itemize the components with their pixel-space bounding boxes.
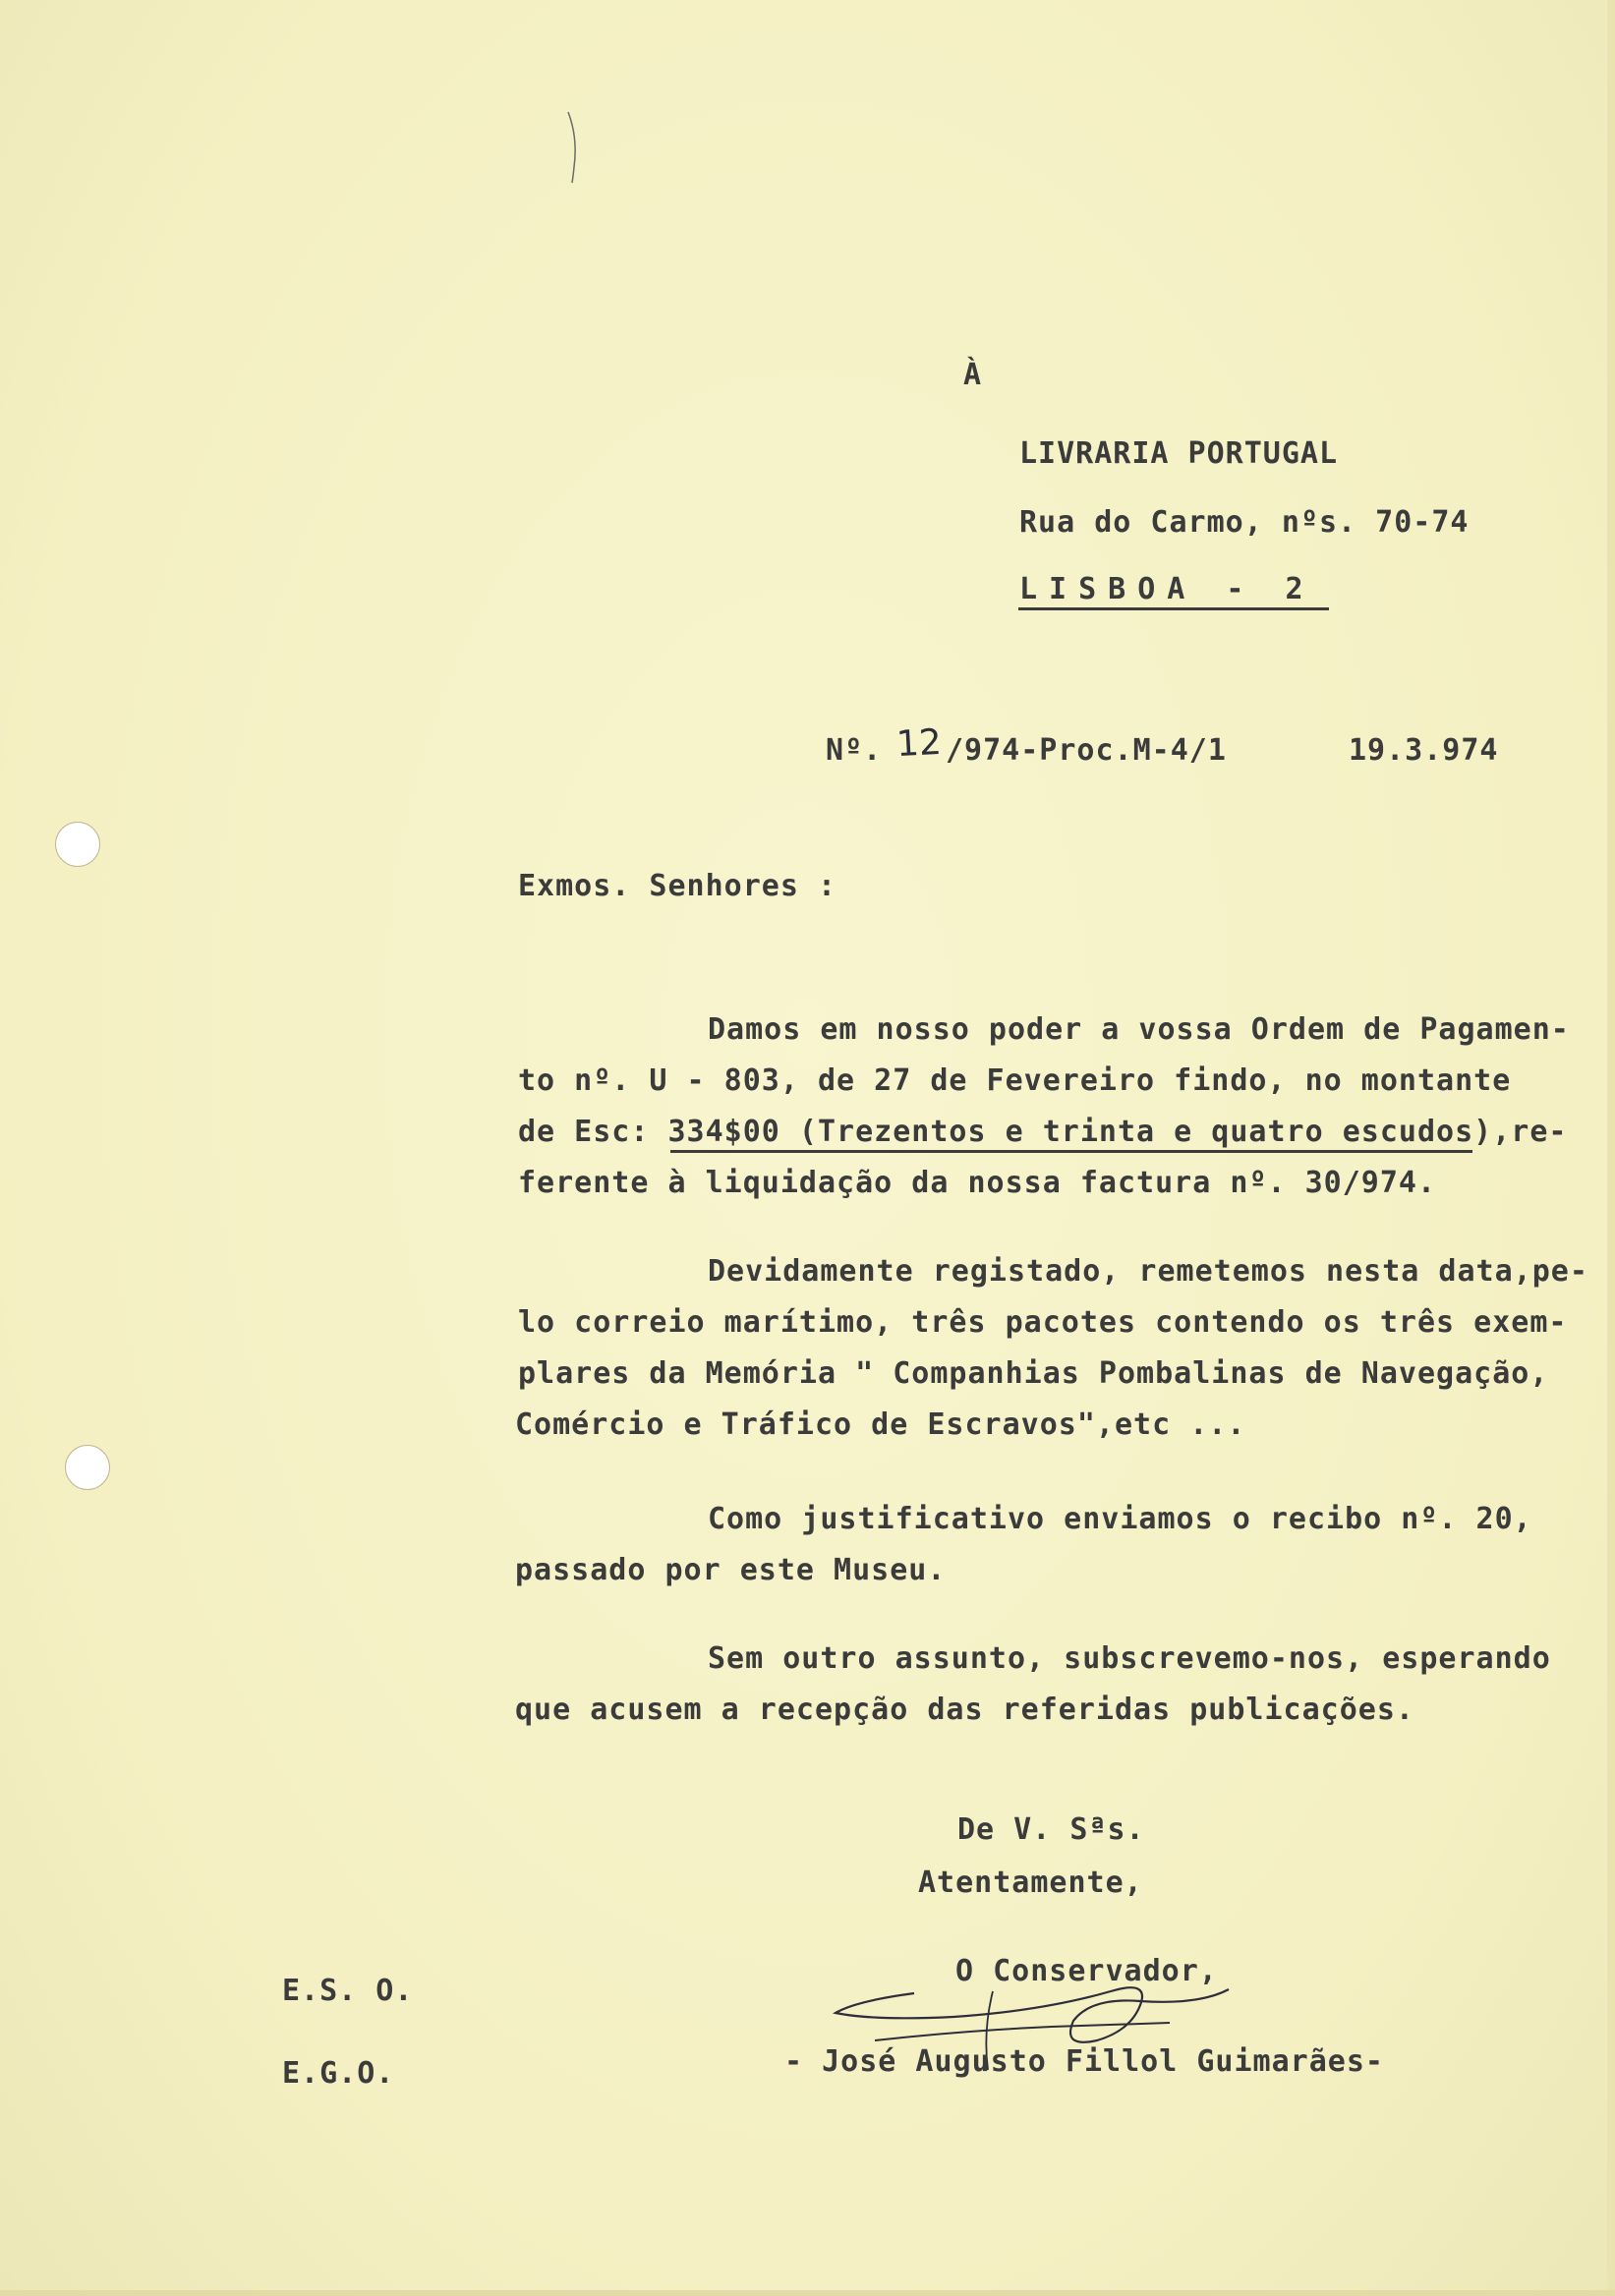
closing-courtesy: De V. Sªs. — [957, 1812, 1145, 1847]
signatory-title: O Conservador, — [955, 1954, 1218, 1988]
punch-hole — [55, 822, 100, 867]
initials-line: E.S. O. — [282, 1974, 414, 2008]
city-underline — [1018, 607, 1329, 610]
paragraph-line: de Esc: 334$00 (Trezentos e trinta e quatro escudos),re- — [518, 1115, 1568, 1149]
paragraph-line: plares da Memória " Companhias Pombalinas de Navegação, — [518, 1356, 1549, 1391]
recipient-city: LISBOA - 2 — [1019, 572, 1315, 606]
pencil-mark — [560, 108, 590, 187]
paragraph-line: lo correio marítimo, três pacotes contendo os três exem- — [518, 1305, 1568, 1340]
signatory-name: - José Augusto Fillol Guimarães- — [784, 2044, 1384, 2079]
reference-process: /974-Proc.M-4/1 — [946, 733, 1227, 768]
paragraph-line: to nº. U - 803, de 27 de Fevereiro findo, no montante — [518, 1063, 1512, 1098]
paragraph-line: Damos em nosso poder a vossa Ordem de Pagamen- — [708, 1012, 1570, 1047]
paragraph-line: Devidamente registado, remetemos nesta data,pe- — [708, 1254, 1588, 1289]
punch-hole — [65, 1445, 110, 1490]
recipient-street: Rua do Carmo, nºs. 70-74 — [1019, 505, 1470, 540]
address-prefix: À — [963, 358, 983, 392]
paper-edge-right — [1607, 0, 1615, 2296]
paragraph-line: Como justificativo enviamos o recibo nº. 20, — [708, 1502, 1532, 1536]
letter-date: 19.3.974 — [1349, 733, 1499, 768]
paragraph-line: Sem outro assunto, subscrevemo-nos, esperando — [708, 1641, 1551, 1676]
reference-handwritten-number: 12 — [894, 721, 943, 766]
paragraph-line: passado por este Museu. — [515, 1553, 947, 1587]
paragraph-line: que acusem a recepção das referidas publicações. — [515, 1693, 1414, 1727]
salutation: Exmos. Senhores : — [518, 869, 837, 903]
amount-underline — [670, 1150, 1472, 1153]
paragraph-line: Comércio e Tráfico de Escravos",etc ... — [515, 1407, 1246, 1442]
paragraph-line: ferente à liquidação da nossa factura nº. 30/974. — [518, 1166, 1437, 1200]
closing-regards: Atentamente, — [918, 1866, 1143, 1900]
reference-prefix: Nº. — [826, 733, 883, 768]
recipient-name: LIVRARIA PORTUGAL — [1019, 436, 1339, 471]
initials-line: E.G.O. — [282, 2056, 395, 2091]
paper-edge-bottom — [0, 2290, 1615, 2296]
